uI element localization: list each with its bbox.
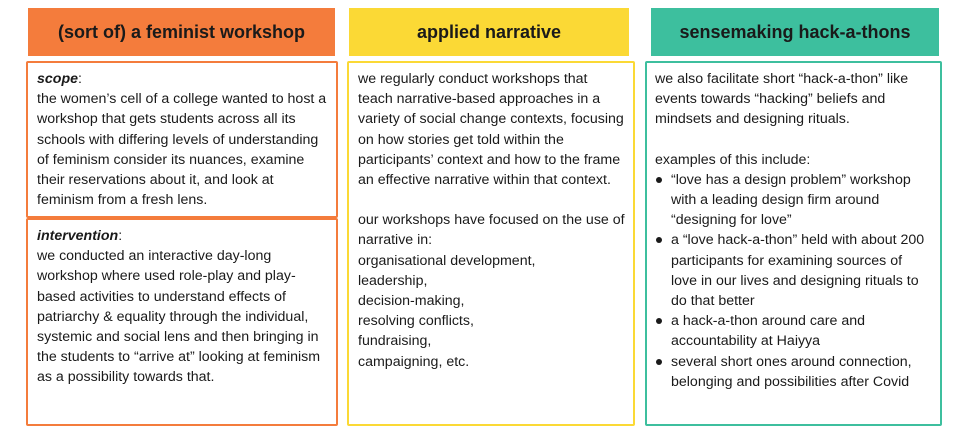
intervention-label: intervention [37,228,119,244]
paragraph-spacer [655,130,932,150]
scope-box [26,61,338,218]
hackathons-intro: we also facilitate short “hack-a-thon” like events towards “hacking” beliefs and mindsets and designing rituals. [655,71,909,128]
paragraph-spacer [358,190,625,210]
applied-narrative-uses: our workshops have focused on the use of narrative in: organisational development, leadership, decision-making, resolving conflicts, fundraising, campaigning, etc. [358,212,625,370]
intervention-text: we conducted an interactive day-long workshop where used role-play and play-based activities to understand effects of patriarchy & equality through the individual, systemic and social lens and then bringing in the students to “arrive at” looking at feminism as a possibility towards that. [37,248,321,386]
scope-heading [37,69,328,89]
examples-heading: examples of this include: [655,151,811,168]
list-item: several short ones around connection, belonging and possibilities after Covid [655,352,932,392]
list-item: a hack-a-thon around care and accountability at Haiyya [655,311,932,351]
list-item: “love has a design problem” workshop with a leading design firm around “designing for love” [655,170,932,231]
feminist-workshop-header [28,8,335,56]
feminist-workshop-title: (sort of) a feminist workshop [57,21,306,42]
applied-narrative-box [347,61,635,426]
scope-label: scope [37,71,79,87]
hackathons-title: sensemaking hack-a-thons [679,21,911,42]
examples-list [655,170,932,392]
applied-narrative-intro: we regularly conduct workshops that teach narrative-based approaches in a variety of social change contexts, focusing on how stories get told within the participants’ context and how to the frame an effective narrative within that context. [358,71,624,189]
hackathons-header [651,8,939,56]
intervention-heading [37,226,328,246]
scope-text: the women’s cell of a college wanted to host a workshop that gets students across all its schools with differing levels of understanding of feminism consider its nuances, examine their reservations about it, and look at feminism from a fresh lens. [37,91,327,209]
scope-label-colon: : [78,71,82,87]
hackathons-box [645,61,942,426]
applied-narrative-header [349,8,629,56]
intervention-box [26,218,338,426]
intervention-label-colon: : [118,228,123,244]
list-item: a “love hack-a-thon” held with about 200 participants for examining sources of love in our lives and designing rituals to do that better [655,230,932,311]
applied-narrative-title: applied narrative [416,21,562,42]
